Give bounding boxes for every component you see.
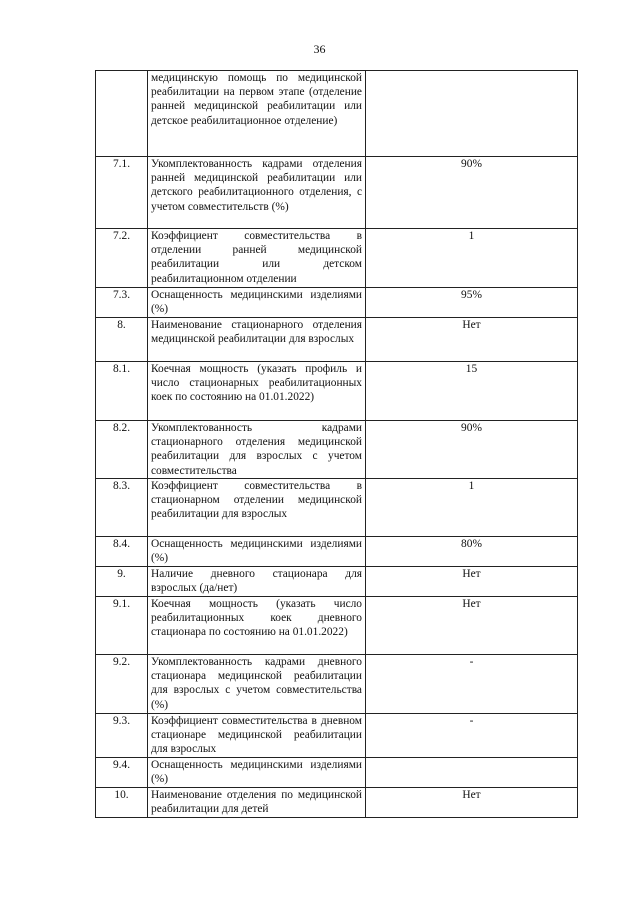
row-name: Коечная мощность (указать профиль и число стационарных реабилитационных коек по состоянию на 01.01.2022) bbox=[148, 362, 366, 421]
row-name: Оснащенность медицинскими изделиями (%) bbox=[148, 537, 366, 567]
row-name: Укомплектованность кадрами отделения ранней медицинской реабилитации или детского реабилитационного отделения, с учетом совместительств (%) bbox=[148, 157, 366, 229]
row-number: 9.2. bbox=[96, 655, 148, 714]
row-value: 90% bbox=[366, 157, 578, 229]
row-name: Укомплектованность кадрами стационарного отделения медицинской реабилитации для взрослых с учетом совместительства bbox=[148, 421, 366, 479]
table-row bbox=[96, 758, 578, 788]
row-number bbox=[96, 71, 148, 157]
table-row bbox=[96, 479, 578, 537]
row-value bbox=[366, 71, 578, 157]
row-value: Нет bbox=[366, 788, 578, 818]
table-row bbox=[96, 229, 578, 288]
row-name: Наименование отделения по медицинской реабилитации для детей bbox=[148, 788, 366, 818]
table-row bbox=[96, 567, 578, 597]
row-value: 1 bbox=[366, 229, 578, 288]
row-name: Коэффициент совместительства в стационарном отделении медицинской реабилитации для взрослых bbox=[148, 479, 366, 537]
rehabilitation-table bbox=[95, 70, 578, 818]
row-value: - bbox=[366, 714, 578, 758]
row-value: - bbox=[366, 655, 578, 714]
table-row bbox=[96, 362, 578, 421]
row-number: 8.4. bbox=[96, 537, 148, 567]
row-value: 80% bbox=[366, 537, 578, 567]
row-number: 10. bbox=[96, 788, 148, 818]
row-number: 8.2. bbox=[96, 421, 148, 479]
row-value: 95% bbox=[366, 288, 578, 318]
row-name: Оснащенность медицинскими изделиями (%) bbox=[148, 288, 366, 318]
row-value: Нет bbox=[366, 597, 578, 655]
row-number: 8.3. bbox=[96, 479, 148, 537]
row-value: Нет bbox=[366, 567, 578, 597]
table-row bbox=[96, 318, 578, 362]
page-number: 36 bbox=[313, 42, 326, 56]
row-name: Коэффициент совместительства в дневном стационаре медицинской реабилитации для взрослых bbox=[148, 714, 366, 758]
table-row bbox=[96, 157, 578, 229]
table-row bbox=[96, 71, 578, 157]
table-row bbox=[96, 288, 578, 318]
row-number: 9.1. bbox=[96, 597, 148, 655]
row-number: 8. bbox=[96, 318, 148, 362]
table-row bbox=[96, 421, 578, 479]
row-number: 9.4. bbox=[96, 758, 148, 788]
row-value: 1 bbox=[366, 479, 578, 537]
row-number: 9.3. bbox=[96, 714, 148, 758]
table-row bbox=[96, 788, 578, 818]
table-row bbox=[96, 597, 578, 655]
row-name: Укомплектованность кадрами дневного стационара медицинской реабилитации для взрослых с учетом совместительства (%) bbox=[148, 655, 366, 714]
table-row bbox=[96, 537, 578, 567]
row-number: 7.1. bbox=[96, 157, 148, 229]
row-name: Коэффициент совместительства в отделении ранней медицинской реабилитации или детском реабилитационном отделении bbox=[148, 229, 366, 288]
row-number: 7.3. bbox=[96, 288, 148, 318]
table-row bbox=[96, 655, 578, 714]
row-number: 7.2. bbox=[96, 229, 148, 288]
row-value: Нет bbox=[366, 318, 578, 362]
row-name: Оснащенность медицинскими изделиями (%) bbox=[148, 758, 366, 788]
row-number: 9. bbox=[96, 567, 148, 597]
row-name: медицинскую помощь по медицинской реабилитации на первом этапе (отделение ранней медицинской реабилитации или детское реабилитационное отделение) bbox=[148, 71, 366, 157]
row-name: Коечная мощность (указать число реабилитационных коек дневного стационара по состоянию на 01.01.2022) bbox=[148, 597, 366, 655]
row-name: Наименование стационарного отделения медицинской реабилитации для взрослых bbox=[148, 318, 366, 362]
table-row bbox=[96, 714, 578, 758]
row-value bbox=[366, 758, 578, 788]
row-number: 8.1. bbox=[96, 362, 148, 421]
row-value: 90% bbox=[366, 421, 578, 479]
row-value: 15 bbox=[366, 362, 578, 421]
row-name: Наличие дневного стационара для взрослых (да/нет) bbox=[148, 567, 366, 597]
